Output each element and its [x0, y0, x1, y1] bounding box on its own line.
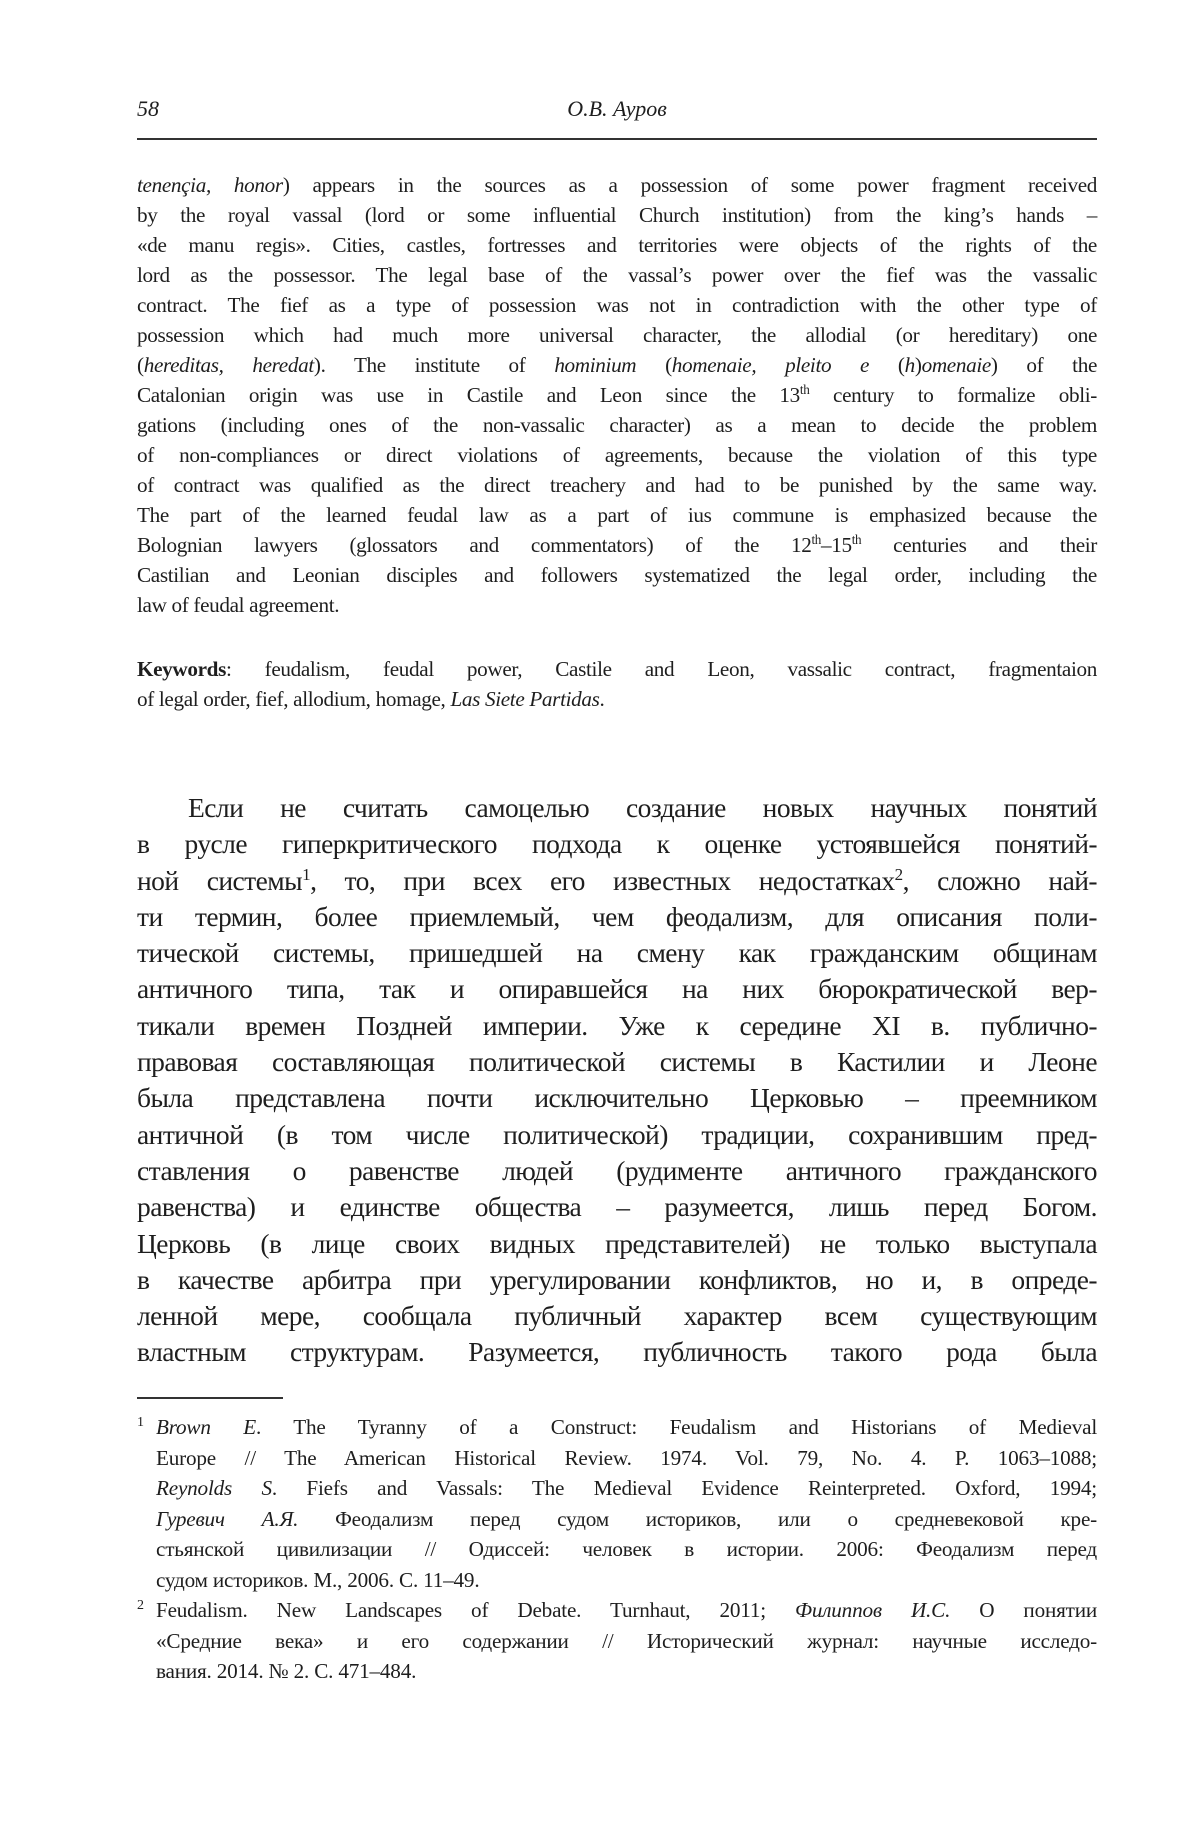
footnote-number: 2: [137, 1598, 144, 1613]
keywords-line: [137, 684, 1097, 714]
text-run: possession which had much more universal character, the allodial (or hereditary) one: [137, 323, 1097, 347]
superscript: 2: [894, 864, 903, 884]
text-run: . The Tyranny of a Construct: Feudalism and Historians of Medieval: [256, 1415, 1098, 1439]
italic-text: hereditas, heredat: [143, 353, 314, 377]
abstract-line: [137, 260, 1097, 290]
text-run: стьянской цивилизации // Одиссей: человек в истории. 2006: Феодализм перед: [156, 1537, 1097, 1561]
text-run: была представлена почти исключительно Церковью – преемником: [137, 1082, 1097, 1114]
running-head: [137, 96, 1097, 126]
footnote-line: [156, 1412, 1097, 1443]
footnote-line: [156, 1443, 1097, 1474]
text-run: . Fiefs and Vassals: The Medieval Evidence Reinterpreted. Oxford, 1994;: [271, 1476, 1097, 1500]
text-run: centuries and their: [861, 533, 1097, 557]
text-run: правовая составляющая политической системы в Кастилии и Леоне: [137, 1046, 1097, 1078]
italic-text: homenaie, pleito e: [671, 353, 870, 377]
text-run: «de manu regis». Cities, castles, fortresses and territories were objects of the rights of the: [137, 233, 1097, 257]
abstract-line: [137, 290, 1097, 320]
text-run: равенства) и единстве общества – разумеется, лишь перед Богом.: [137, 1191, 1097, 1223]
keywords-block: [137, 654, 1097, 714]
text-run: Церковь (в лице своих видных представителей) не только выступала: [137, 1227, 1097, 1259]
text-run: of contract was qualified as the direct treachery and had to be punished by the same way.: [137, 473, 1097, 497]
italic-text: Филиппов И.С.: [795, 1598, 951, 1622]
text-run: О понятии: [950, 1598, 1097, 1622]
body-line: [137, 1153, 1097, 1189]
body-line: [137, 863, 1097, 899]
abstract-line: [137, 320, 1097, 350]
abstract-line: [137, 350, 1097, 380]
text-run: law of feudal agreement.: [137, 593, 340, 617]
text-run: судом историков. М., 2006. С. 11–49.: [156, 1567, 480, 1592]
footnote-number: 1: [137, 1415, 144, 1430]
abstract-line: [137, 200, 1097, 230]
text-run: Castilian and Leonian disciples and followers systematized the legal order, including the: [137, 563, 1097, 587]
footnote-line: [156, 1473, 1097, 1504]
footnote-line: [156, 1626, 1097, 1657]
text-run: .: [599, 687, 605, 711]
keywords-line: [137, 654, 1097, 684]
text-run: contract. The fief as a type of possession was not in contradiction with the other type of: [137, 293, 1097, 317]
abstract-line: [137, 170, 1097, 200]
italic-text: hominium: [554, 353, 637, 377]
text-run: властным структурам. Разумеется, публичность такого рода была: [137, 1336, 1097, 1368]
text-run: тикали времен Поздней империи. Уже к середине XI в. публично-: [137, 1009, 1097, 1041]
italic-text: Las Siete Partidas: [450, 687, 600, 711]
superscript: th: [851, 531, 862, 547]
text-run: Feudalism. New Landscapes of Debate. Turnhaut, 2011;: [156, 1598, 796, 1622]
footnote-2: [137, 1595, 1097, 1687]
text-run: lord as the possessor. The legal base of the vassal’s power over the fief was the vassalic: [137, 263, 1097, 287]
abstract-line: [137, 410, 1097, 440]
text-run: –15: [820, 533, 852, 557]
body-line: [137, 1080, 1097, 1116]
body-line: [137, 790, 1097, 826]
abstract-line: [137, 440, 1097, 470]
body-line: [137, 1226, 1097, 1262]
italic-text: h: [904, 353, 915, 377]
abstract-line: [137, 230, 1097, 260]
body-line: [137, 1298, 1097, 1334]
abstract-line: [137, 380, 1097, 410]
text-run: , сложно най-: [902, 864, 1098, 896]
footnote-line: [156, 1534, 1097, 1565]
text-run: ти термин, более приемлемый, чем феодализм, для описания поли-: [137, 900, 1097, 932]
italic-text: omenaie: [921, 353, 991, 377]
running-head-author: О.В. Ауров: [567, 96, 667, 121]
text-run: Если не считать самоцелью создание новых научных понятий: [188, 792, 1097, 823]
text-run: Феодализм перед судом историков, или о средневековой кре-: [298, 1506, 1097, 1531]
text-run: of legal order, fief, allodium, homage,: [137, 687, 451, 711]
text-run: : feudalism, feudal power, Castile and Leon, vassalic contract, fragmentaion: [226, 657, 1097, 681]
footnote-line: [156, 1656, 1097, 1687]
body-line: [137, 1008, 1097, 1044]
text-run: (: [869, 353, 905, 377]
italic-text: Reynolds S: [156, 1476, 272, 1500]
body-line: [137, 1117, 1097, 1153]
text-run: , то, при всех его известных недостатках: [310, 864, 895, 896]
body-line: [137, 1262, 1097, 1298]
italic-text: Brown E: [156, 1415, 257, 1439]
body-line: [137, 826, 1097, 862]
abstract-line: [137, 470, 1097, 500]
page-number: 58: [137, 96, 159, 121]
text-run: Bolognian lawyers (glossators and commentators) of the 12: [137, 533, 812, 557]
superscript: th: [799, 381, 810, 397]
text-run: gations (including ones of the non-vassalic character) as a mean to decide the problem: [137, 413, 1097, 437]
footnotes: [137, 1412, 1097, 1687]
footnote-line: [156, 1595, 1097, 1626]
text-run: античного типа, так и опиравшейся на них бюрократической вер-: [137, 973, 1097, 1005]
text-run: античной (в том числе политической) традиции, сохранившим пред-: [137, 1118, 1097, 1150]
abstract-english: [137, 170, 1097, 620]
text-run: Europe // The American Historical Review. 1974. Vol. 79, No. 4. P. 1063–1088;: [156, 1445, 1097, 1470]
text-run: ) of the: [990, 353, 1098, 377]
body-line: [137, 971, 1097, 1007]
text-run: ). The institute of: [313, 353, 555, 377]
italic-text: Гуревич А.Я.: [156, 1506, 299, 1531]
footnote-separator: [137, 1397, 283, 1399]
header-rule: [137, 138, 1097, 140]
footnote-1: [137, 1412, 1097, 1595]
text-run: «Средние века» и его содержании // Исторический журнал: научные исследо-: [156, 1628, 1097, 1653]
text-run: ленной мере, сообщала публичный характер всем существующим: [137, 1300, 1097, 1332]
text-run: (: [636, 353, 672, 377]
text-run: ): [914, 353, 922, 377]
body-line: [137, 1334, 1097, 1370]
text-run: ной системы: [137, 864, 303, 896]
text-run: ) appears in the sources as a possession of some power fragment received: [282, 173, 1097, 197]
abstract-line: [137, 590, 1097, 620]
text-run: тической системы, пришедшей на смену как гражданским общинам: [137, 937, 1097, 969]
text-run: by the royal vassal (lord or some influential Church institution) from the king’s hands –: [137, 203, 1097, 227]
text-run: Catalonian origin was use in Castile and Leon since the 13: [137, 383, 800, 407]
superscript: th: [811, 531, 821, 547]
abstract-line: [137, 560, 1097, 590]
body-line: [137, 1044, 1097, 1080]
text-run: century to formalize obli-: [809, 383, 1097, 407]
footnote-line: [156, 1565, 1097, 1596]
abstract-line: [137, 500, 1097, 530]
main-body-text: [137, 790, 1097, 1371]
text-run: вания. 2014. № 2. С. 471–484.: [156, 1659, 417, 1683]
abstract-line: [137, 530, 1097, 560]
text-run: ставления о равенстве людей (рудименте античного гражданского: [137, 1154, 1097, 1186]
text-run: The part of the learned feudal law as a part of ius commune is emphasized because the: [137, 503, 1097, 527]
body-line: [137, 1189, 1097, 1225]
text-run: of non-compliances or direct violations of agreements, because the violation of this type: [137, 443, 1097, 467]
italic-text: tenençia, honor: [137, 173, 283, 197]
text-run: в русле гиперкритического подхода к оценке устоявшейся понятий-: [137, 828, 1097, 860]
text-run: (: [137, 353, 144, 377]
body-line: [137, 899, 1097, 935]
keywords-label: Keywords: [137, 657, 227, 681]
superscript: 1: [302, 864, 311, 884]
footnote-line: [156, 1504, 1097, 1535]
body-line: [137, 935, 1097, 971]
text-run: в качестве арбитра при урегулировании конфликтов, но и, в опреде-: [137, 1263, 1097, 1295]
